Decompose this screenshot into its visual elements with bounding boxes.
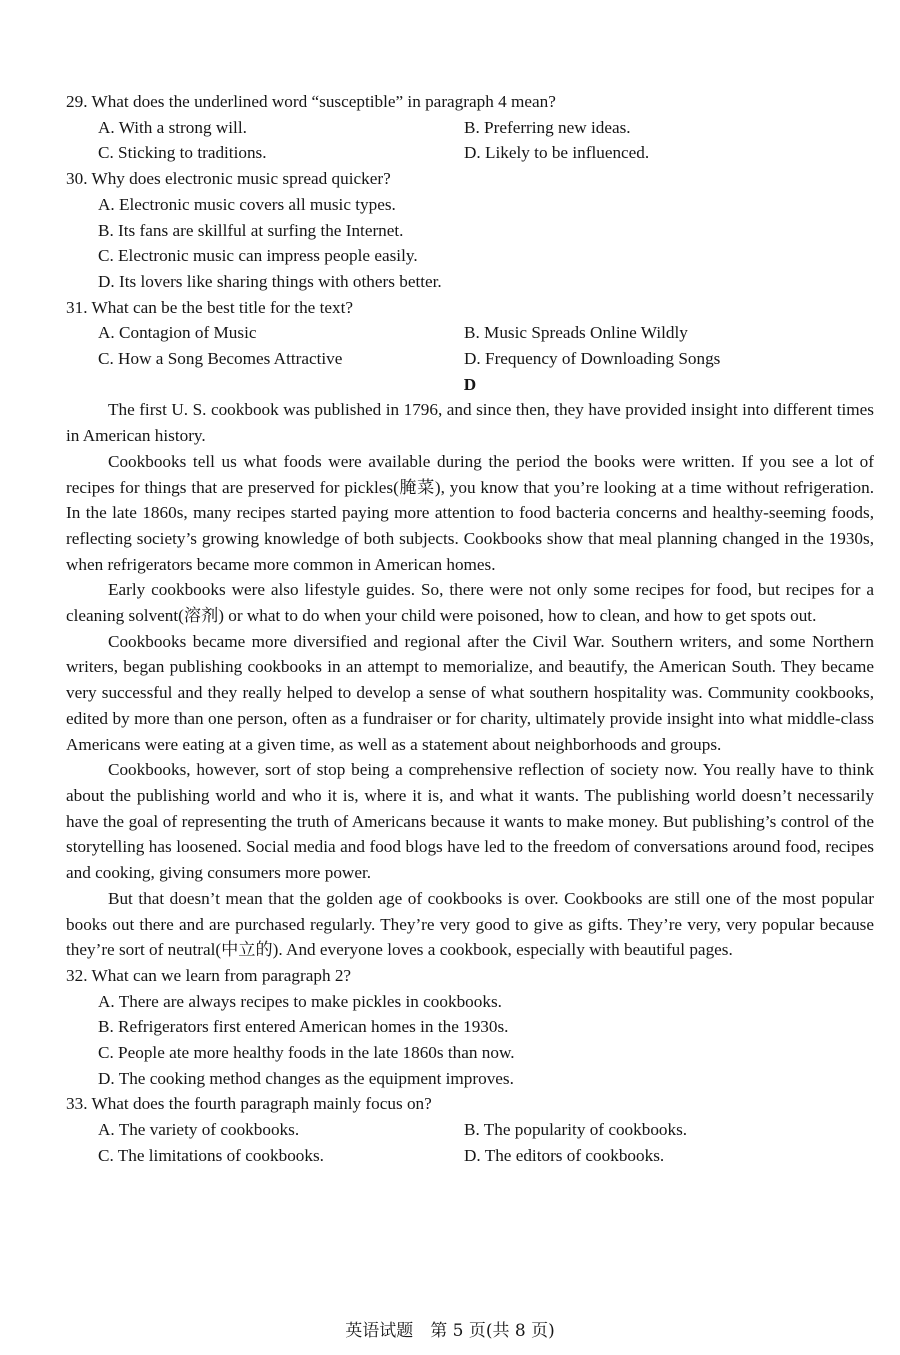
option-d: D. Its lovers like sharing things with others better. (98, 271, 442, 291)
option-d: D. The editors of cookbooks. (464, 1145, 665, 1165)
question-31 (66, 295, 874, 372)
option-d: D. Frequency of Downloading Songs (464, 349, 721, 369)
question-stem: 29. What does the underlined word “susceptible” in paragraph 4 mean? (66, 92, 556, 111)
option-a: A. There are always recipes to make pickles in cookbooks. (98, 991, 502, 1011)
option-c: C. The limitations of cookbooks. (98, 1145, 324, 1165)
option-row (66, 1117, 874, 1143)
option-b: B. Music Spreads Online Wildly (464, 323, 688, 343)
passage-paragraph-2: Cookbooks tell us what foods were available during the period the books were written. If you see a lot of recipes for things that are preserved for pickles(腌菜), you know that you’re looking at a time without refrigeration. In the late 1860s, many recipes started paying more attention to food bacteria concerns and healthy-seeming foods, reflecting society’s growing knowledge of both subjects. Cookbooks show that meal planning changed in the 1930s, when refrigerators became more common in American homes. (66, 451, 874, 574)
passage-paragraph-5: Cookbooks, however, sort of stop being a comprehensive reflection of society now. You really have to think about the publishing world and who it is, where it is, and what it wants. The publishing world doesn’t necessarily have the goal of representing the truth of Americans because it wants to make money. But publishing’s control of the storytelling has loosened. Social media and food blogs have led to the freedom of conversations around food, recipes and cooking, giving consumers more power. (66, 760, 874, 883)
option-b: B. The popularity of cookbooks. (464, 1120, 688, 1140)
option-row (66, 1143, 874, 1169)
question-32 (66, 963, 874, 1092)
option-a: A. With a strong will. (98, 117, 247, 137)
option-b: B. Preferring new ideas. (464, 117, 631, 137)
option-a: A. Electronic music covers all music types. (98, 194, 396, 214)
option-a: A. The variety of cookbooks. (98, 1120, 300, 1140)
option-c: C. People ate more healthy foods in the late 1860s than now. (98, 1043, 515, 1063)
page-footer: 英语试题 第 5 页(共 8 页) (345, 1321, 555, 1341)
option-c: C. Electronic music can impress people easily. (98, 246, 418, 266)
question-29 (66, 89, 874, 166)
question-stem: 30. Why does electronic music spread quicker? (66, 169, 391, 189)
option-row (66, 320, 874, 346)
question-30 (66, 166, 874, 295)
exam-page (66, 89, 874, 1169)
passage-paragraph-6: But that doesn’t mean that the golden age of cookbooks is over. Cookbooks are still one of the most popular books out there and are purchased regularly. They’re very good to give as gifts. They’re very, very popular because they’re sort of neutral(中立的). And everyone loves a cookbook, especially with beautiful pages. (66, 888, 874, 960)
option-c: C. How a Song Becomes Attractive (98, 349, 343, 369)
section-title: D (463, 374, 477, 394)
question-stem: 33. What does the fourth paragraph mainly focus on? (66, 1094, 432, 1114)
option-row (66, 346, 874, 372)
option-b: B. Its fans are skillful at surfing the Internet. (98, 220, 404, 240)
option-a: A. Contagion of Music (98, 323, 257, 343)
option-c: C. Sticking to traditions. (98, 143, 267, 163)
question-stem: 32. What can we learn from paragraph 2? (66, 965, 352, 985)
option-row (66, 140, 874, 166)
passage-paragraph-1: The first U. S. cookbook was published in 1796, and since then, they have provided insight into different times in American history. (66, 400, 874, 446)
question-33 (66, 1091, 874, 1168)
question-stem: 31. What can be the best title for the text? (66, 297, 353, 317)
option-d: D. The cooking method changes as the equipment improves. (98, 1068, 514, 1088)
option-b: B. Refrigerators first entered American homes in the 1930s. (98, 1017, 509, 1037)
option-row (66, 115, 874, 141)
passage-paragraph-4: Cookbooks became more diversified and regional after the Civil War. Southern writers, and some Northern writers, began publishing cookbooks in an attempt to memorialize, and beautify, the American South. They became very successful and they really helped to develop a sense of what southern hospitality was. Community cookbooks, edited by more than one person, often as a fundraiser or for charity, ultimately provide insight into what middle-class Americans were eating at a given time, as well as a statement about neighborhoods and groups. (66, 631, 874, 754)
passage-paragraph-3: Early cookbooks were also lifestyle guides. So, there were not only some recipes for food, but recipes for a cleaning solvent(溶剂) or what to do when your child were poisoned, how to clean, and how to get spots out. (66, 580, 874, 626)
option-d: D. Likely to be influenced. (464, 143, 650, 163)
